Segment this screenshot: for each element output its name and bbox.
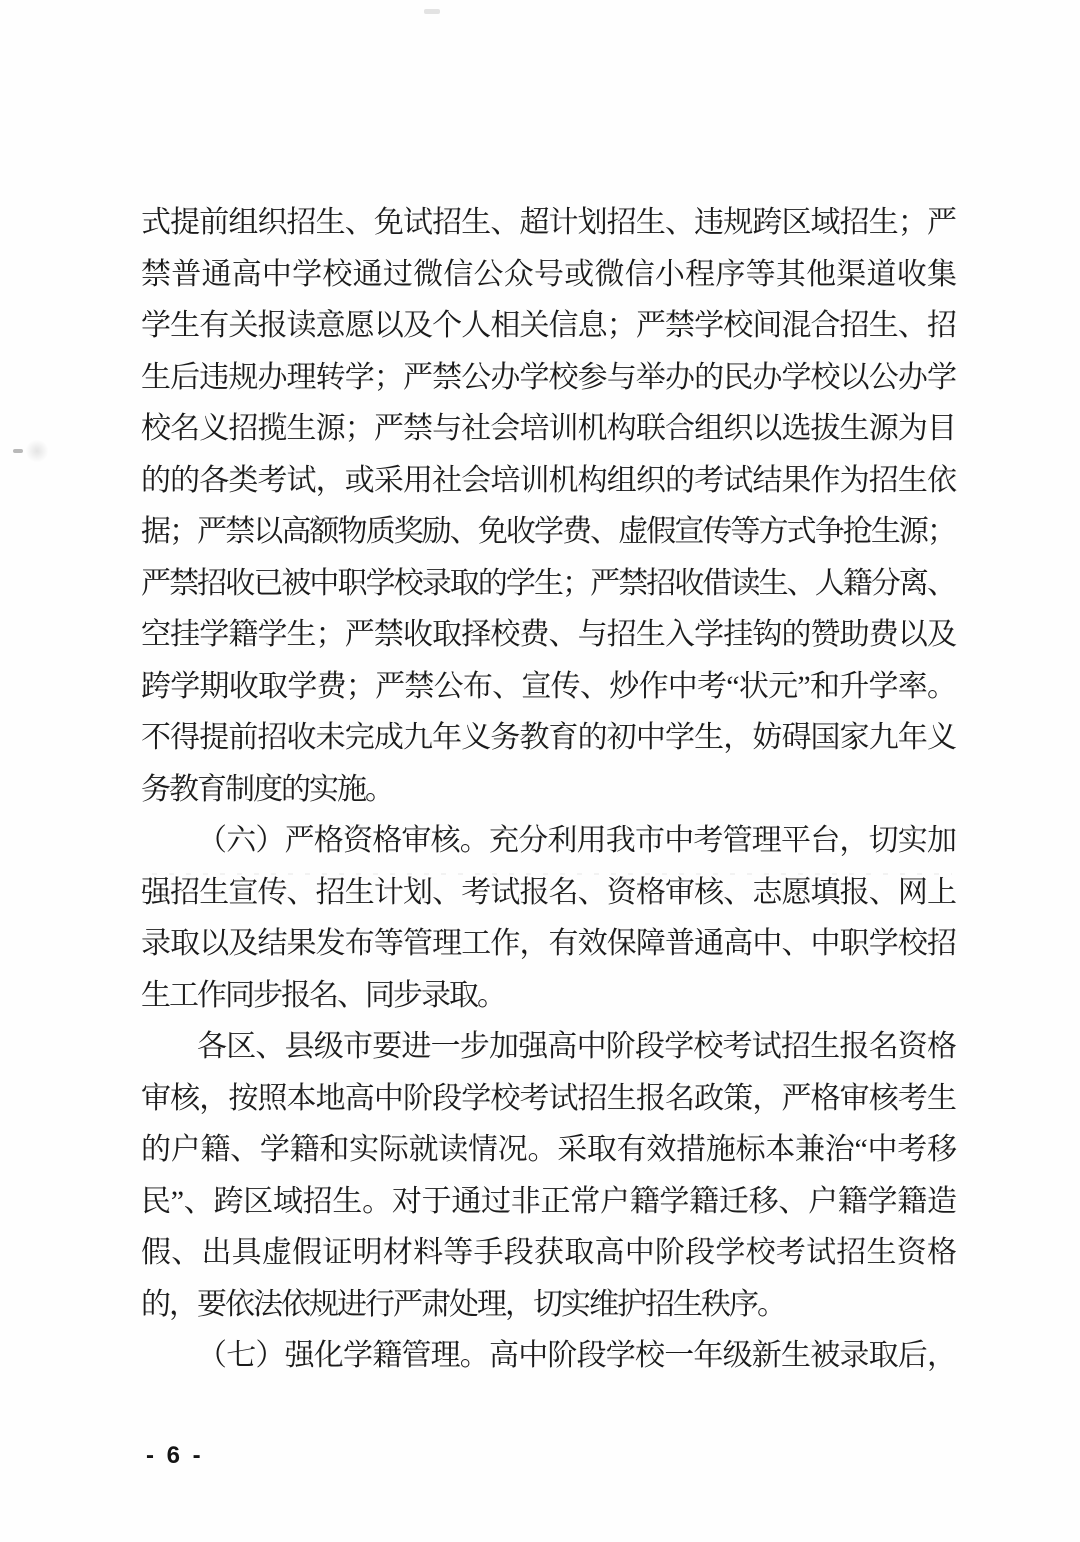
text-line: 据；严禁以高额物质奖励、免收学费、虚假宣传等方式争抢生源； [141, 515, 955, 548]
text-line: 校名义招揽生源；严禁与社会培训机构联合组织以选拔生源为目 [141, 412, 955, 445]
scan-artifact [13, 449, 23, 453]
text-line: 禁普通高中学校通过微信公众号或微信小程序等其他渠道收集 [141, 257, 955, 291]
text-line: 不得提前招收未完成九年义务教育的初中学生，妨碍国家九年义 [141, 721, 955, 754]
text-line: 严禁招收已被中职学校录取的学生；严禁招收借读生、人籍分离、 [141, 566, 955, 600]
text-line: 跨学期收取学费；严禁公布、宣传、炒作中考“状元”和升学率。 [141, 669, 955, 703]
text-line: 民”、跨区域招生。对于通过非正常户籍学籍迁移、户籍学籍造 [141, 1184, 955, 1218]
text-block [141, 197, 955, 1382]
text-line-paragraph-end: 的，要依法依规进行严肃处理，切实维护招生秩序。 [141, 1287, 785, 1321]
text-line-paragraph-end: 生工作同步报名、同步录取。 [141, 978, 505, 1012]
page-number: - 6 - [146, 1442, 204, 1469]
text-line: 审核，按照本地高中阶段学校考试招生报名政策，严格审核考生 [141, 1081, 955, 1115]
text-line: 的户籍、学籍和实际就读情况。采取有效措施标本兼治“中考移 [141, 1133, 955, 1166]
scan-artifact [424, 9, 440, 14]
text-line: 强招生宣传、招生计划、考试报名、资格审核、志愿填报、网上 [141, 875, 955, 909]
text-line-paragraph-start: 各区、县级市要进一步加强高中阶段学校考试招生报名资格 [197, 1030, 955, 1063]
text-line: 生后违规办理转学；严禁公办学校参与举办的民办学校以公办学 [141, 360, 955, 394]
text-line-paragraph-end: 务教育制度的实施。 [141, 772, 393, 806]
text-line: 假、出具虚假证明材料等手段获取高中阶段学校考试招生资格 [141, 1236, 955, 1269]
scan-artifact [26, 440, 48, 462]
text-line: 的的各类考试，或采用社会培训机构组织的考试结果作为招生依 [141, 463, 955, 497]
text-line-paragraph-start: （六）严格资格审核。充分利用我市中考管理平台，切实加 [197, 824, 955, 857]
text-line: 空挂学籍学生；严禁收取择校费、与招生入学挂钩的赞助费以及 [141, 618, 955, 651]
text-line: 式提前组织招生、免试招生、超计划招生、违规跨区域招生；严 [141, 206, 955, 239]
text-line: 录取以及结果发布等管理工作，有效保障普通高中、中职学校招 [141, 927, 955, 960]
text-line-paragraph-start: （七）强化学籍管理。高中阶段学校一年级新生被录取后， [197, 1339, 955, 1372]
text-line: 学生有关报读意愿以及个人相关信息；严禁学校间混合招生、招 [141, 309, 955, 342]
